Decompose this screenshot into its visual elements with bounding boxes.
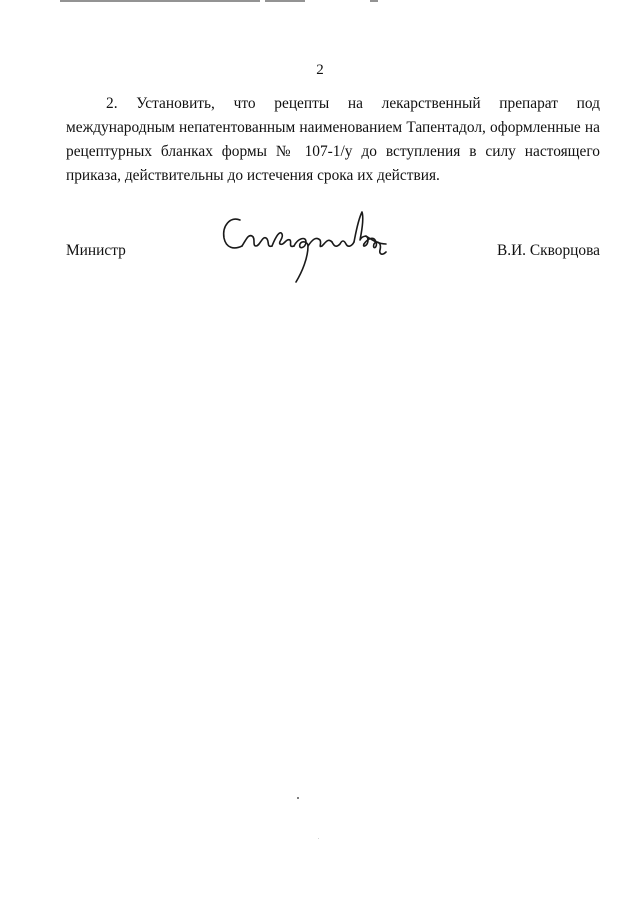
page-number: 2	[316, 62, 324, 78]
scan-speck	[297, 797, 299, 799]
signature-block	[66, 206, 600, 296]
signatory-title: Министр	[66, 242, 126, 259]
scan-top-edge	[0, 0, 640, 4]
scan-speck	[318, 838, 319, 839]
signatory-name: В.И. Скворцова	[496, 242, 600, 259]
body-paragraph: 2. Установить, что рецепты на лекарственный препарат под международным непатентованным наименованием Тапентадол, оформленные на рецептурных бланках формы № 107-1/у до вступления в силу настоящего приказа, действительны до истечения срока их действия.	[66, 95, 600, 184]
handwritten-signature	[216, 206, 392, 290]
